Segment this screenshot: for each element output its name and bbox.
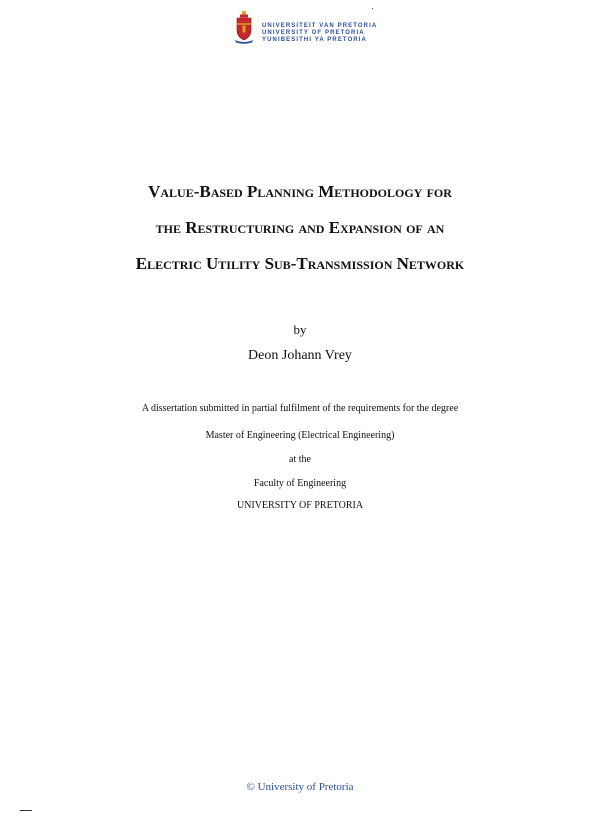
university-crest-icon bbox=[234, 10, 254, 44]
university-name-afrikaans: UNIVERSITEIT VAN PRETORIA bbox=[262, 23, 378, 29]
institution-name: UNIVERSITY OF PRETORIA bbox=[236, 500, 364, 511]
scan-speck bbox=[372, 8, 373, 9]
university-name-lines bbox=[262, 23, 377, 44]
title-line-3: Electric Utility Sub-Transmission Network bbox=[135, 254, 465, 273]
university-logo bbox=[234, 10, 378, 46]
faculty-name: Faculty of Engineering bbox=[253, 478, 347, 489]
author-name: Deon Johann Vrey bbox=[248, 348, 352, 363]
at-the-label: at the bbox=[289, 454, 311, 465]
university-name-sepedi: YUNIBESITHI YA PRETORIA bbox=[262, 37, 367, 43]
title-line-2: the Restructuring and Expansion of an bbox=[155, 218, 445, 237]
title-line-1: Value-Based Planning Methodology for bbox=[148, 182, 452, 201]
submission-statement: A dissertation submitted in partial fulfilment of the requirements for the degree bbox=[141, 403, 459, 414]
by-label: by bbox=[293, 322, 307, 337]
degree-name: Master of Engineering (Electrical Engineering) bbox=[205, 430, 395, 441]
page-edge-mark bbox=[20, 810, 32, 811]
copyright-footer: © University of Pretoria bbox=[246, 781, 354, 793]
dissertation-title bbox=[0, 174, 600, 282]
university-name-english: UNIVERSITY OF PRETORIA bbox=[262, 30, 365, 36]
